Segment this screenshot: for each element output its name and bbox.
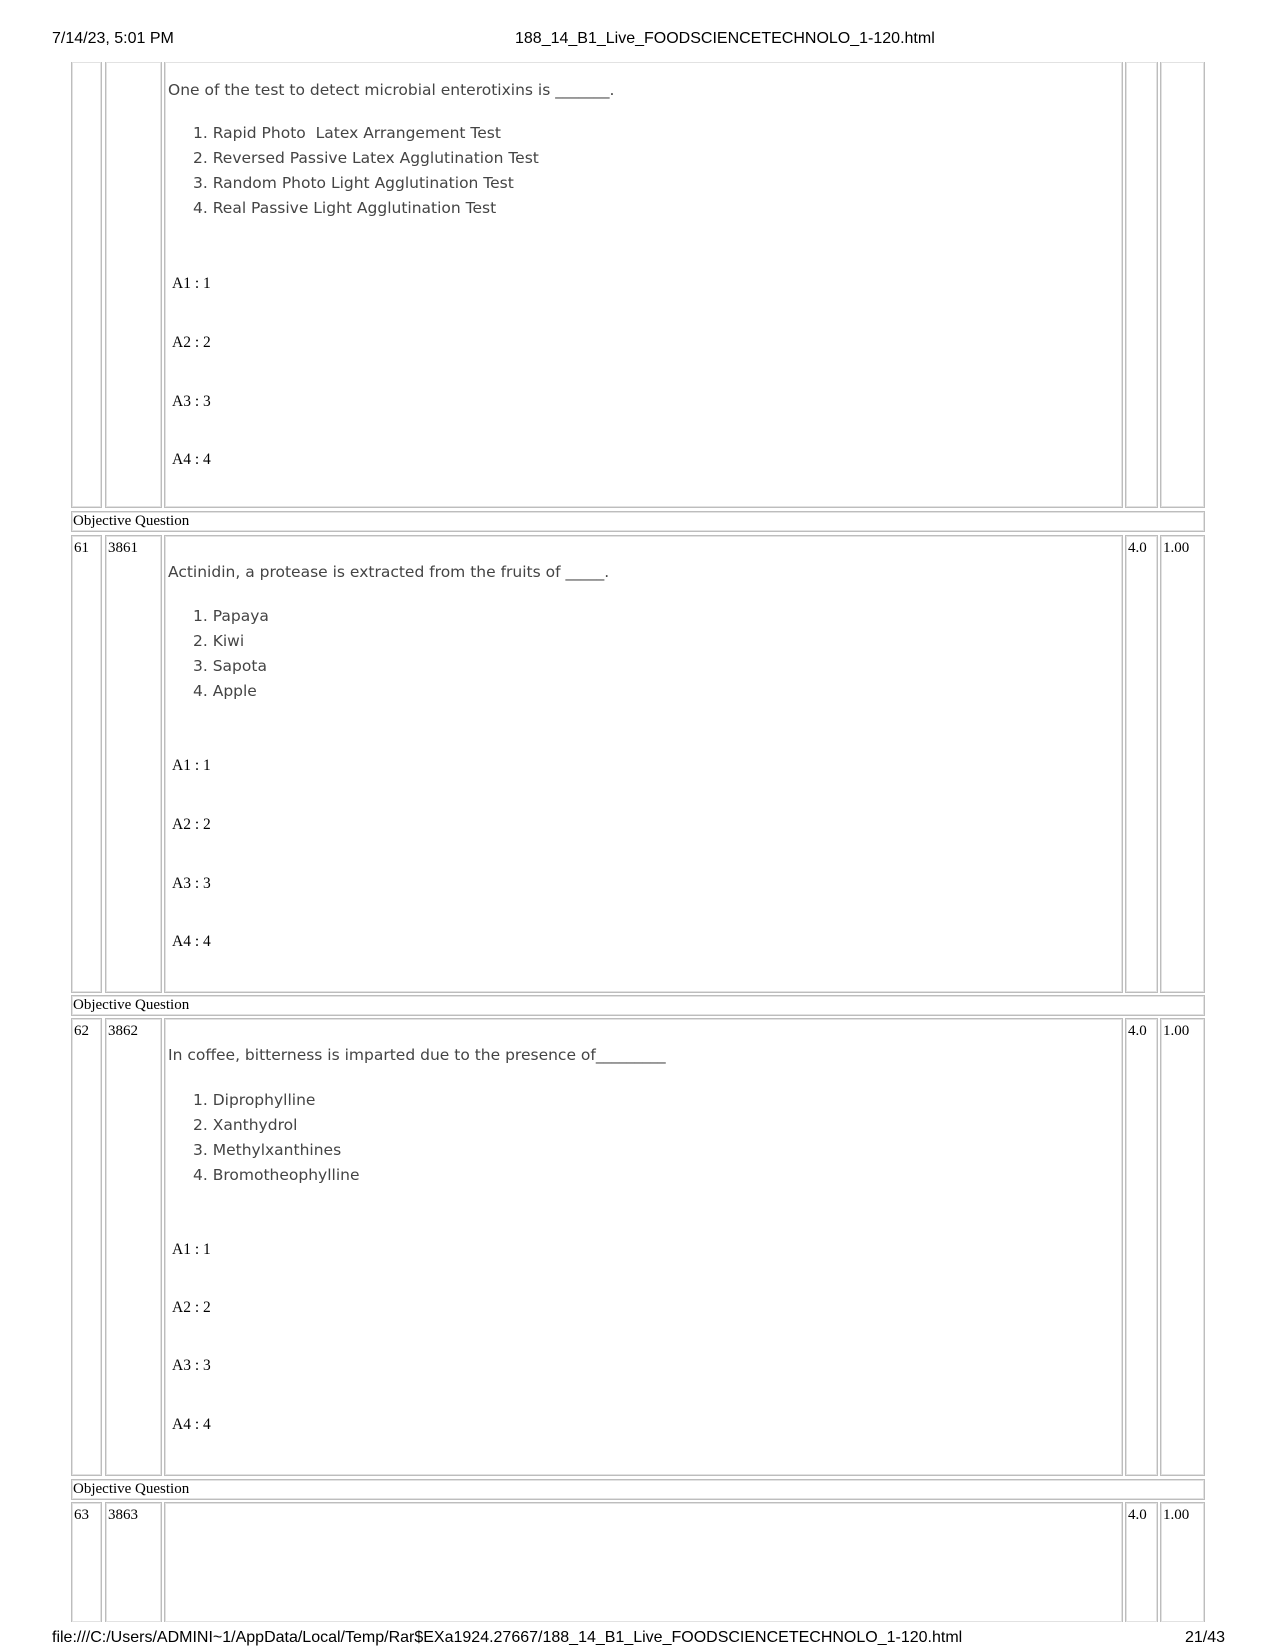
marks-value: 4.0 [1128,1507,1147,1523]
sno-cell [71,1018,102,1476]
marks-cell [1125,1018,1158,1476]
serial-number: 61 [74,540,89,556]
sno-cell [71,1502,102,1622]
question-type-label: Objective Question [71,995,1205,1016]
qid-cell [105,535,162,993]
marks-value: 4.0 [1128,540,1147,556]
question-cell [164,1018,1123,1476]
sno-cell [71,535,102,993]
page-number: 21/43 [1185,1629,1226,1646]
options-list [175,1088,359,1188]
qid-cell [105,1502,162,1622]
marks-cell [1125,1502,1158,1622]
option-item: 3. Methylxanthines [193,1141,342,1159]
answer-1: A1 : 1 [172,275,211,292]
question-type-label: Objective Question [71,511,1205,532]
answer-1: A1 : 1 [172,1241,211,1258]
question-text: One of the test to detect microbial enterotixins is _______. [168,81,615,99]
print-title: 188_14_B1_Live_FOODSCIENCETECHNOLO_1-120.html [515,30,935,47]
answer-4: A4 : 4 [172,1416,211,1433]
answer-2: A2 : 2 [172,1299,211,1316]
question-text: In coffee, bitterness is imparted due to the presence of_________ [168,1046,666,1064]
sno-cell [71,62,102,508]
answer-3: A3 : 3 [172,875,211,892]
negative-marks-cell [1160,1502,1205,1622]
negative-marks-value: 1.00 [1163,540,1190,556]
negative-marks-value: 1.00 [1163,1507,1190,1523]
negative-marks-cell [1160,62,1205,508]
negative-marks-value: 1.00 [1163,1023,1190,1039]
print-datetime: 7/14/23, 5:01 PM [52,30,174,47]
option-item: 3. Random Photo Light Agglutination Test [193,174,514,192]
answer-2: A2 : 2 [172,816,211,833]
question-type-label: Objective Question [71,1479,1205,1500]
answer-2: A2 : 2 [172,334,211,351]
serial-number: 63 [74,1507,89,1523]
print-file-path: file:///C:/Users/ADMINI~1/AppData/Local/Temp/Rar$EXa1924.27667/188_14_B1_Live_FOODSCIENCETECHNOLO_1-120.html [52,1629,963,1646]
answer-4: A4 : 4 [172,451,211,468]
question-id: 3863 [108,1507,138,1523]
option-item: 2. Reversed Passive Latex Agglutination Test [193,149,539,167]
options-list [175,604,269,704]
question-cell [164,1502,1123,1622]
option-item: 1. Papaya [193,607,269,625]
option-item: 4. Real Passive Light Agglutination Test [193,199,497,217]
marks-cell [1125,535,1158,993]
option-item: 1. Rapid Photo Latex Arrangement Test [193,124,501,142]
option-item: 4. Bromotheophylline [193,1166,360,1184]
qid-cell [105,62,162,508]
marks-value: 4.0 [1128,1023,1147,1039]
question-id: 3861 [108,540,138,556]
question-text: Actinidin, a protease is extracted from the fruits of _____. [168,563,610,581]
qid-cell [105,1018,162,1476]
option-item: 3. Sapota [193,657,267,675]
answer-4: A4 : 4 [172,933,211,950]
answer-1: A1 : 1 [172,757,211,774]
option-item: 1. Diprophylline [193,1091,316,1109]
marks-cell [1125,62,1158,508]
options-list [175,121,539,221]
answer-3: A3 : 3 [172,393,211,410]
answer-3: A3 : 3 [172,1357,211,1374]
question-id: 3862 [108,1023,138,1039]
serial-number: 62 [74,1023,89,1039]
negative-marks-cell [1160,1018,1205,1476]
negative-marks-cell [1160,535,1205,993]
option-item: 2. Xanthydrol [193,1116,298,1134]
option-item: 4. Apple [193,682,257,700]
option-item: 2. Kiwi [193,632,245,650]
question-cell [164,535,1123,993]
